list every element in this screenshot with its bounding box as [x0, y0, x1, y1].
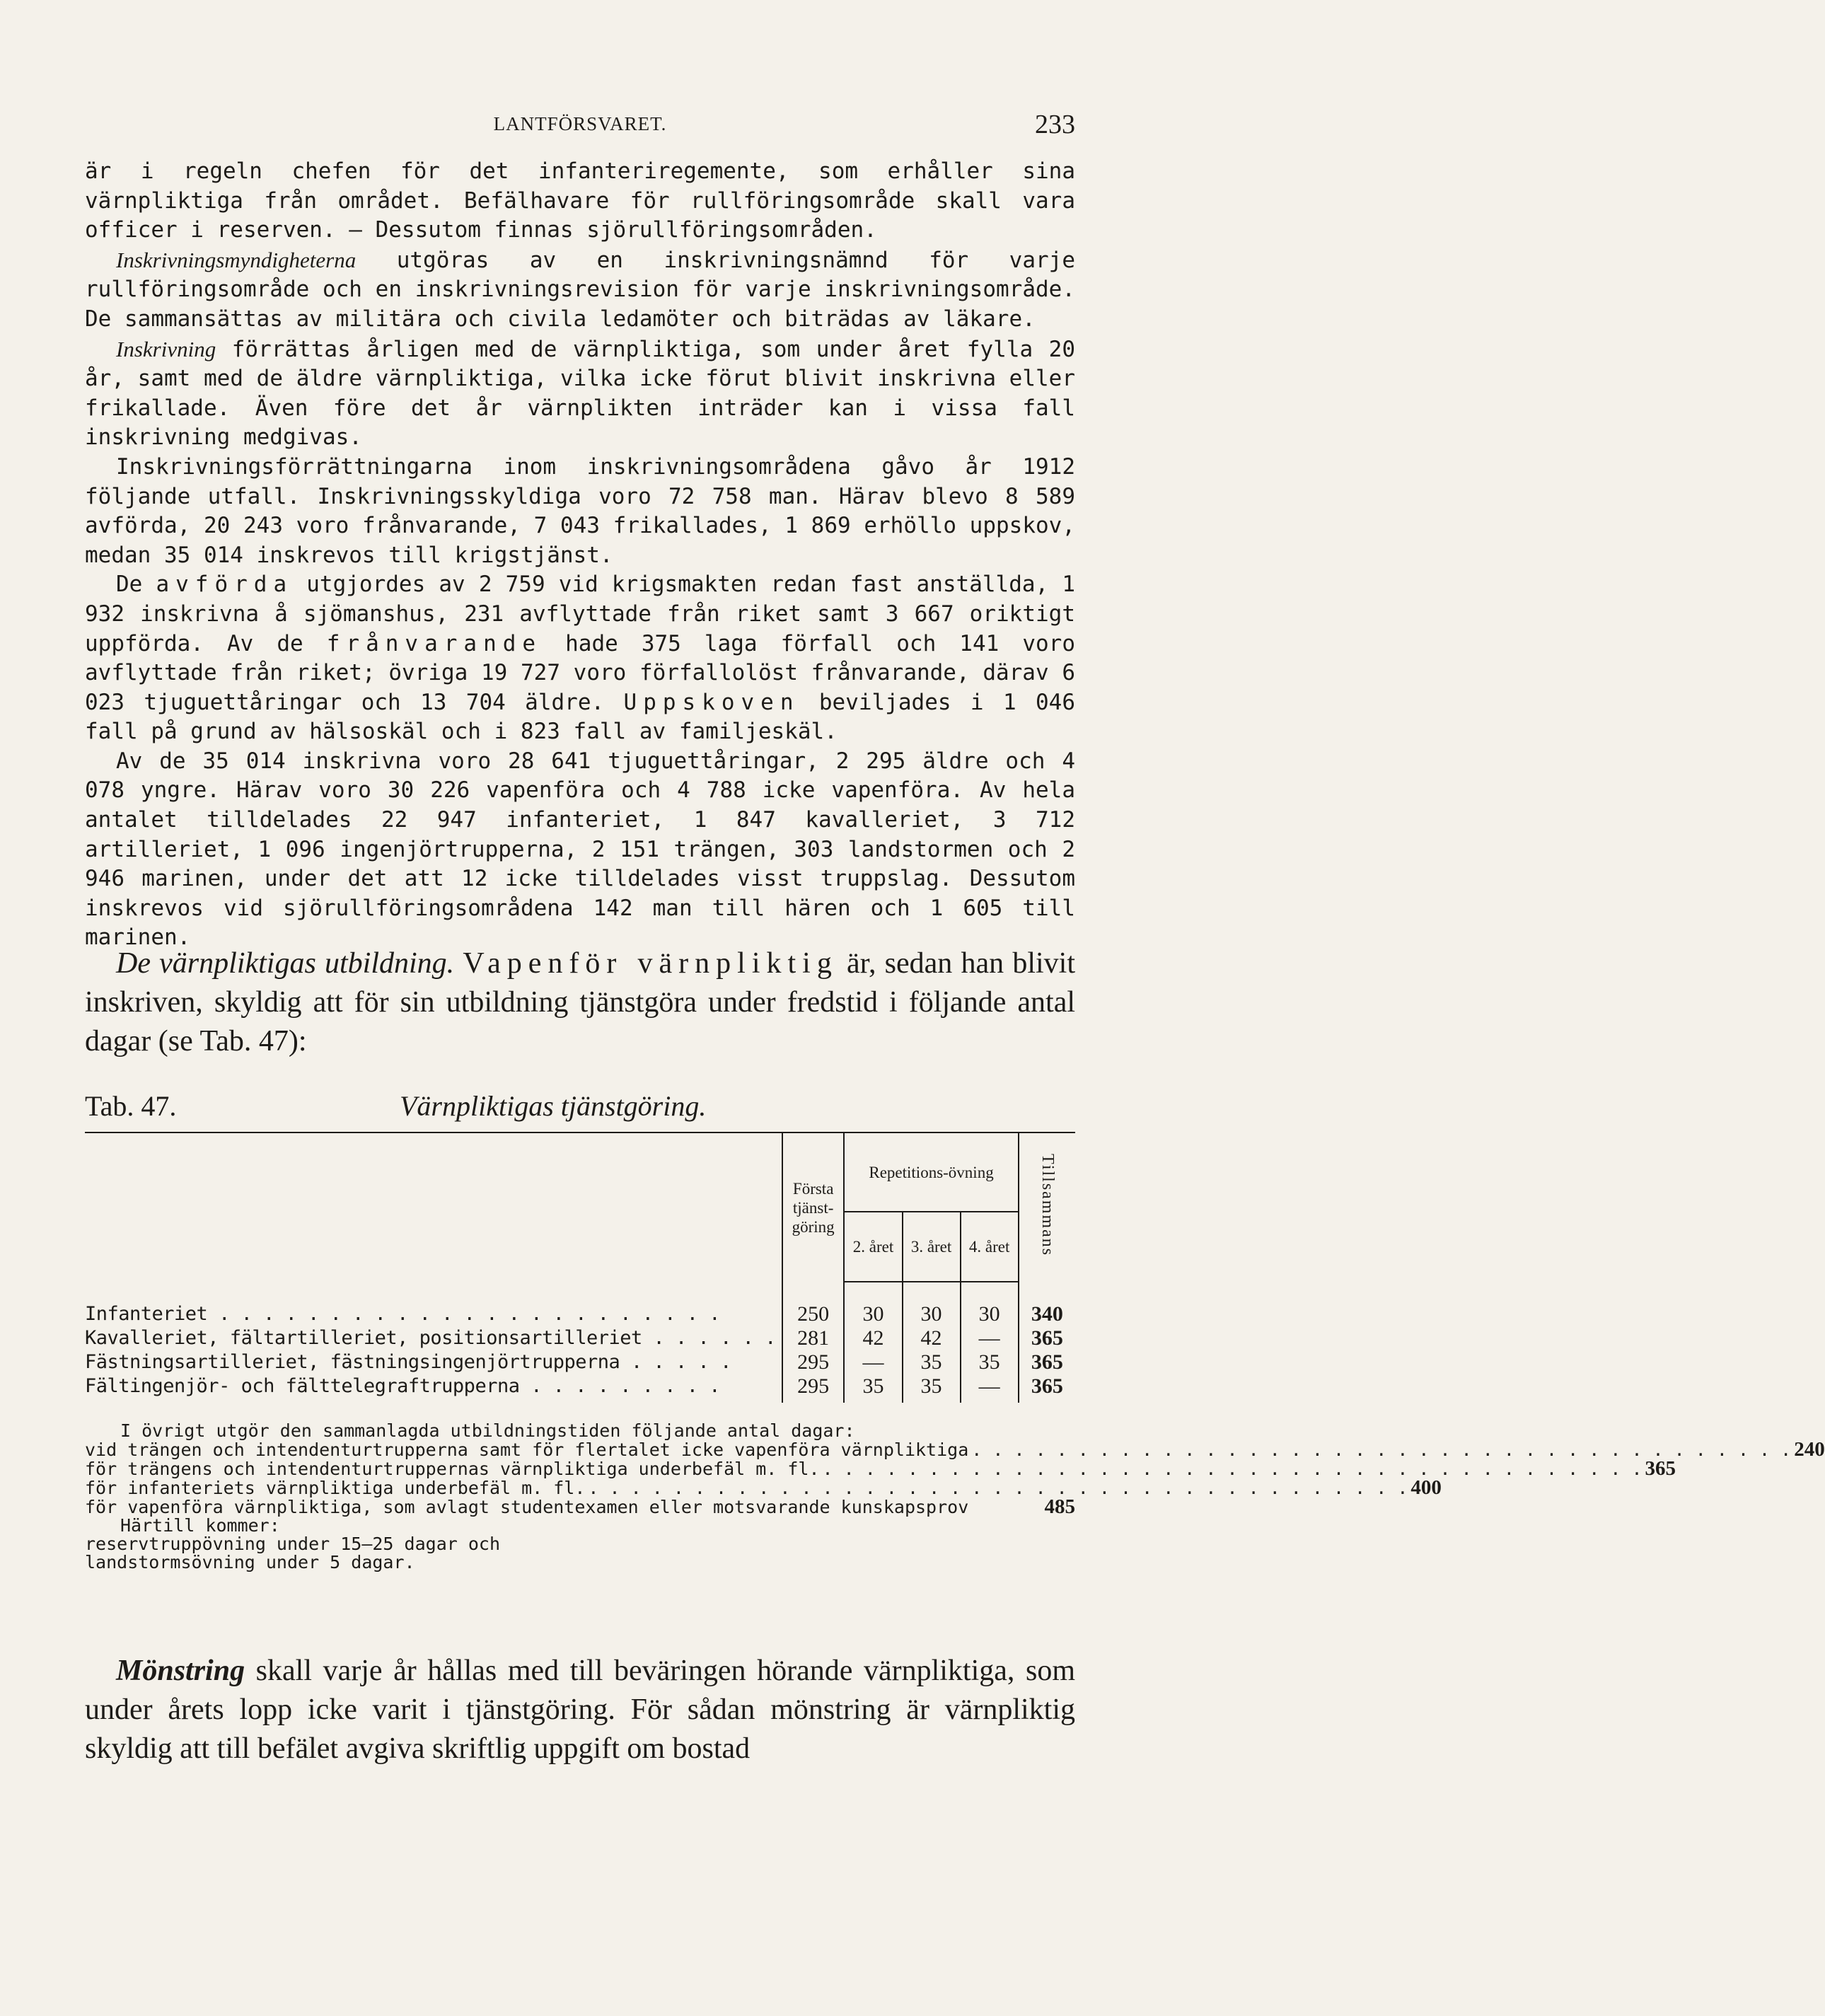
term-inskrivning: Inskrivning [116, 336, 216, 361]
paragraph-1: är i regeln chefen för det infanteriregemente, som erhåller sina värnpliktiga från området. Befälhavare för rullföringsområde skall vara officer i reserven. — Dessutom finnas sjörullföringsområden. [85, 158, 1075, 243]
header-year-2: 2. året [844, 1212, 902, 1282]
table-row: Kavalleriet, fältartilleriet, positionsartilleriet . . . . . . 281 42 42 — 365 [85, 1326, 1075, 1350]
table-row: Fältingenjör- och fälttelegraftrupperna . . . . . . . . . 295 35 35 — 365 [85, 1374, 1075, 1403]
spaced-vapenfor: Vapenför värnpliktig [463, 947, 838, 980]
notes-extra-intro: Härtill kommer: [120, 1515, 280, 1536]
notes-intro: I övrigt utgör den sammanlagda utbildningstiden följande antal dagar: [120, 1420, 855, 1441]
term-inskrivningsmyndigheterna: Inskrivningsmyndigheterna [116, 247, 357, 272]
notes-item: för infanteriets värnpliktiga underbefäl m. fl. . . . . . . . . . . . . . . . . . . . . . . . . . . . . . . . . . . . . . . . 400 [85, 1476, 1442, 1499]
body-text-utbildning [85, 944, 1075, 1061]
paragraph-7: De värnpliktigas utbildning. Vapenför värnpliktig är, sedan han blivit inskriven, skyldig att för sin utbildning tjänstgöra under fredstid i följande antal dagar (se Tab. 47): [85, 947, 1075, 1058]
header-repetition: Repetitions-övning [844, 1132, 1018, 1212]
header-year-4: 4. året [961, 1212, 1019, 1282]
body-text-small [85, 157, 1075, 953]
paragraph-2: Inskrivningsmyndigheterna utgöras av en inskrivningsnämnd för varje rullföringsområde och en inskrivningsrevision för varje inskrivningsområde. De sammansättas av militära och civila ledamöter och biträdas av läkare. [85, 247, 1075, 332]
paragraph-3: Inskrivning förrättas årligen med de värnpliktiga, som under året fylla 20 år, samt med de äldre värnpliktiga, vilka icke förut blivit inskrivna eller frikallade. Även före det år värnplikten inträder kan i vissa fall inskrivning medgivas. [85, 336, 1075, 451]
table-row: Infanteriet . . . . . . . . . . . . . . . . . . . . . . . 250 30 30 30 340 [85, 1282, 1075, 1326]
notes-item: vid trängen och intendenturtrupperna samt för flertalet icke vapenföra värnpliktiga . . . . . . . . . . . . . . . . . . . . . . . . . . . . . . . . . . . . . . . 240 [85, 1438, 1825, 1461]
header-first-service: Första tjänst-göring [782, 1132, 845, 1282]
term-utbildning: De värnpliktigas utbildning. [116, 947, 455, 980]
spaced-uppskoven: Uppskoven [623, 689, 800, 715]
notes-item: för trängens och intendenturtruppernas värnpliktiga underbefäl m. fl. . . . . . . . . . . . . . . . . . . . . . . . . . . . . . . . . . . . . . . . 365 [85, 1457, 1676, 1480]
spaced-avforda: avförda [156, 572, 294, 598]
body-text-monstring [85, 1652, 1075, 1768]
running-head: LANTFÖRSVARET. [493, 113, 667, 134]
header-blank [85, 1132, 782, 1282]
header-year-3: 3. året [903, 1212, 961, 1282]
paragraph-5: De avförda utgjordes av 2 759 vid krigsmakten redan fast anställda, 1 932 inskrivna å sjömanshus, 231 avflyttade från riket samt 3 667 oriktigt uppförda. Av de frånvarande hade 375 laga förfall och 141 voro avflyttade från riket; övriga 19 727 voro förfallolöst frånvarande, därav 6 023 tjuguettåringar och 13 704 äldre. Uppskoven beviljades i 1 046 fall på grund av hälsoskäl och i 823 fall av familjeskäl. [85, 572, 1075, 745]
term-monstring: Mönstring [116, 1655, 245, 1687]
page-header [85, 110, 1075, 144]
table-caption [85, 1089, 1075, 1125]
notes-item: för vapenföra värnpliktiga, som avlagt studentexamen eller motsvarande kunskapsprov 485 [85, 1495, 1075, 1518]
table-row: Fästningsartilleriet, fästningsingenjörtrupperna . . . . . 295 — 35 35 365 [85, 1350, 1075, 1374]
header-total: Tillsammans [1019, 1132, 1075, 1282]
table-title: Värnpliktigas tjänstgöring. [400, 1090, 707, 1122]
paragraph-8: Mönstring skall varje år hållas med till beväringen hörande värnpliktiga, som under årets lopp icke varit i tjänstgöring. För sådan mönstring är värnpliktig skyldig att till befälet avgiva skriftlig uppgift om bostad [85, 1655, 1075, 1765]
notes-extra-1: reservtruppövning under 15—25 dagar och [85, 1534, 500, 1554]
spaced-franvarande: frånvarande [326, 630, 543, 656]
page-number: 233 [1035, 110, 1075, 139]
paragraph-4: Inskrivningsförrättningarna inom inskrivningsområdena gåvo år 1912 följande utfall. Inskrivningsskyldiga voro 72 758 man. Härav blevo 8 589 avförda, 20 243 voro frånvarande, 7 043 frikallades, 1 869 erhöllo uppskov, medan 35 014 inskrevos till krigstjänst. [85, 453, 1075, 568]
notes-extra-2: landstormsövning under 5 dagar. [85, 1552, 415, 1572]
service-days-table [85, 1132, 1075, 1403]
table-number: Tab. 47. [85, 1090, 177, 1122]
table-notes [85, 1420, 1825, 1572]
paragraph-6: Av de 35 014 inskrivna voro 28 641 tjuguettåringar, 2 295 äldre och 4 078 yngre. Härav voro 30 226 vapenföra och 4 788 icke vapenföra. Av hela antalet tilldelades 22 947 infanteriet, 1 847 kavalleriet, 3 712 artilleriet, 1 096 ingenjörtrupperna, 2 151 trängen, 303 landstormen och 2 946 marinen, under det att 12 icke tilldelades visst truppslag. Dessutom inskrevos vid sjörullföringsområdena 142 man till hären och 1 605 till marinen. [85, 748, 1075, 951]
